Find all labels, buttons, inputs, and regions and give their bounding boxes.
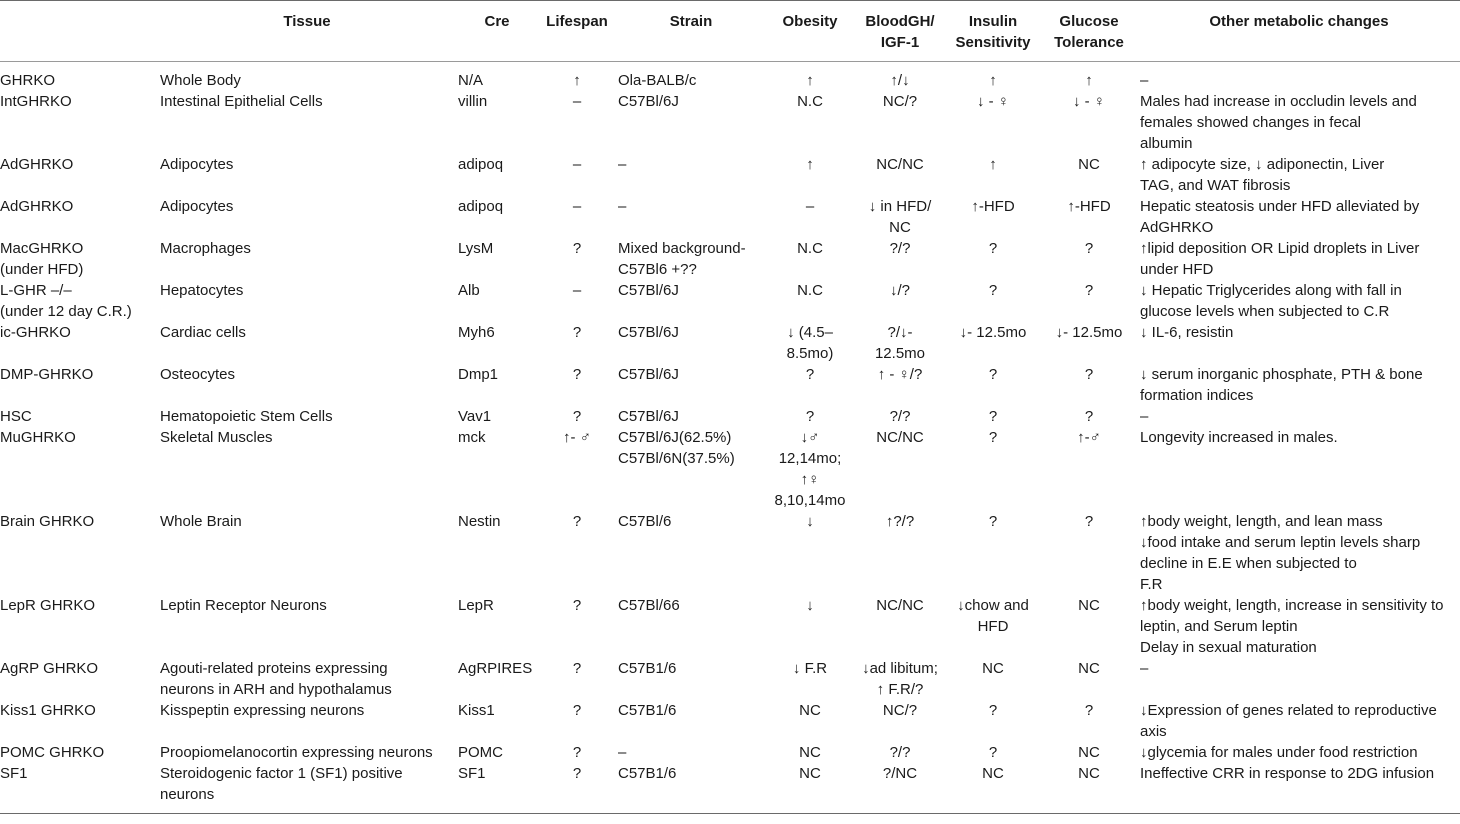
cell-tissue: Adipocytes [160,156,234,173]
cell-lifespan: ? [572,744,582,761]
cell-lifespan: ? [572,513,582,530]
header-strain: Strain [616,1,766,62]
cell-obesity: NC [799,702,821,719]
cell-insulin: ? [988,282,998,299]
cell-glucose: NC [1078,744,1100,761]
cell-cre: Vav1 [458,408,492,425]
cell-obesity: ↑ [806,156,814,173]
cell-other: – [1140,408,1149,425]
cell-cre: LysM [458,240,494,257]
cell-strain: C57Bl/6J [618,93,679,110]
cell-name: AdGHRKO [0,156,74,173]
cell-glucose: NC [1040,763,1138,814]
table-row [0,322,1460,364]
cell-cre: LepR [458,597,494,614]
cell-strain: C57Bl/66 [618,597,680,614]
cell-other: ↓ Hepatic Triglycerides along with fall in glucose levels when subjected to C.R [1140,282,1402,320]
cell-bloodgh: NC/NC [876,156,924,173]
cell-glucose: ? [1084,240,1094,257]
cell-obesity: ? [805,366,815,383]
header-glucose: Glucose Tolerance [1040,1,1138,62]
cell-tissue: Macrophages [160,240,251,257]
cell-other: Ineffective CRR in response to 2DG infusion [1138,763,1460,814]
cell-glucose: ↓- 12.5mo [1055,324,1123,341]
table-row [0,91,1460,154]
cell-name: L-GHR –/– (under 12 day C.R.) [0,282,132,320]
cell-strain: C57Bl/6J [618,282,679,299]
cell-other: ↑ adipocyte size, ↓ adiponectin, Liver TAG, and WAT fibrosis [1140,156,1385,194]
cell-other: ↑body weight, length, increase in sensitivity to leptin, and Serum leptin Delay in sexual maturation [1140,597,1444,656]
header-name [0,1,158,62]
cell-name: MacGHRKO (under HFD) [0,240,84,278]
cell-lifespan: ? [572,366,582,383]
cell-name: HSC [0,408,32,425]
header-tissue: Tissue [158,1,456,62]
cell-other: – [1140,660,1149,677]
cell-insulin: ? [988,408,998,425]
cell-other: ↓ serum inorganic phosphate, PTH & bone formation indices [1140,366,1423,404]
cell-cre: N/A [458,72,484,89]
cell-other: Hepatic steatosis under HFD alleviated by AdGHRKO [1140,198,1420,236]
cell-lifespan: ? [572,597,582,614]
cell-lifespan: – [572,198,582,215]
cell-lifespan: – [572,93,582,110]
cell-lifespan: ? [538,763,616,814]
cell-obesity: NC [799,744,821,761]
cell-glucose: ? [1084,702,1094,719]
cell-other: ↓Expression of genes related to reproductive axis [1140,702,1437,740]
cell-other: ↓ IL-6, resistin [1140,324,1234,341]
cell-name: MuGHRKO [0,429,76,446]
cell-obesity: ? [805,408,815,425]
table-row [0,406,1460,427]
cell-cre: Dmp1 [458,366,499,383]
cell-bloodgh: ?/NC [854,763,946,814]
cell-glucose: NC [1078,156,1100,173]
cell-tissue: Adipocytes [160,198,234,215]
cell-obesity: ↓ [806,513,814,530]
cell-bloodgh: ↓ad libitum; ↑ F.R/? [862,660,938,698]
table-row [0,364,1460,406]
cell-name: IntGHRKO [0,93,72,110]
cell-glucose: NC [1078,597,1100,614]
cell-other: – [1140,72,1149,89]
cell-obesity: NC [766,763,854,814]
cell-insulin: ↑ [989,72,997,89]
cell-obesity: – [805,198,815,215]
cell-insulin: NC [982,660,1004,677]
cell-bloodgh: NC/? [882,93,918,110]
cell-strain: C57B1/6 [618,660,677,677]
cell-glucose: ? [1084,408,1094,425]
header-lifespan: Lifespan [538,1,616,62]
cell-name: GHRKO [0,72,56,89]
table-row [0,700,1460,742]
cell-other: ↑body weight, length, and lean mass ↓food intake and serum leptin levels sharp decline in E.E when subjected to F.R [1140,513,1421,593]
cell-bloodgh: ?/? [889,744,911,761]
cell-tissue: Skeletal Muscles [160,429,273,446]
cell-glucose: ↑-HFD [1067,198,1111,215]
cell-bloodgh: ↑ - ♀/? [877,366,923,383]
cell-name: Kiss1 GHRKO [0,702,96,719]
cell-insulin: ? [988,240,998,257]
cell-obesity: ↓ [806,597,814,614]
cell-strain: C57Bl/6 [618,513,672,530]
cell-tissue: Cardiac cells [160,324,246,341]
cell-cre: adipoq [458,198,504,215]
cell-strain: C57Bl/6J [618,324,679,341]
cell-cre: SF1 [456,763,538,814]
cell-obesity: N.C [797,93,823,110]
table-row [0,742,1460,763]
cell-lifespan: ? [572,408,582,425]
cell-name: AdGHRKO [0,198,74,215]
cell-strain: C57B1/6 [616,763,766,814]
cell-name: SF1 [0,763,158,814]
table-row [0,280,1460,322]
cell-insulin: ↓ - ♀ [976,93,1010,110]
header-cre: Cre [456,1,538,62]
cell-name: DMP-GHRKO [0,366,94,383]
cell-insulin: ? [988,513,998,530]
cell-name: LepR GHRKO [0,597,96,614]
cell-strain: C57Bl/6J [618,408,679,425]
cell-obesity: ↓♂ 12,14mo; ↑♀ 8,10,14mo [774,429,846,509]
cell-glucose: ↑-♂ [1077,429,1101,446]
cell-cre: Alb [458,282,480,299]
cell-tissue: Agouti-related proteins expressing neurons in ARH and hypothalamus [160,660,392,698]
cell-obesity: ↓ (4.5– 8.5mo) [786,324,834,362]
cell-insulin: ↓chow and HFD [957,597,1029,635]
cell-bloodgh: ↓/? [889,282,910,299]
cell-name: POMC GHRKO [0,744,105,761]
header-obesity: Obesity [766,1,854,62]
cell-tissue: Steroidogenic factor 1 (SF1) positive neurons [158,763,456,814]
cell-cre: villin [458,93,488,110]
cell-tissue: Kisspeptin expressing neurons [160,702,365,719]
cell-insulin: NC [946,763,1040,814]
cell-tissue: Whole Body [160,72,241,89]
table-row [0,658,1460,700]
cell-lifespan: ? [572,702,582,719]
cell-glucose: ↓ - ♀ [1072,93,1106,110]
table-row [0,154,1460,196]
cell-strain: Mixed background- C57Bl6 +?? [618,240,746,278]
cell-insulin: ↑-HFD [971,198,1015,215]
cell-tissue: Proopiomelanocortin expressing neurons [160,744,433,761]
cell-bloodgh: ?/↓- 12.5mo [874,324,926,362]
header-row [0,1,1460,62]
cell-obesity: ↑ [806,72,814,89]
cell-cre: Myh6 [458,324,495,341]
cell-cre: AgRPIRES [458,660,533,677]
cell-tissue: Hepatocytes [160,282,244,299]
cell-obesity: ↓ F.R [792,660,828,677]
cell-bloodgh: ↑?/? [885,513,915,530]
cell-cre: adipoq [458,156,504,173]
cell-other: Longevity increased in males. [1140,429,1338,446]
cell-bloodgh: ?/? [889,408,911,425]
header-insulin: Insulin Sensitivity [946,1,1040,62]
header-bloodgh: BloodGH/ IGF-1 [854,1,946,62]
cell-cre: mck [458,429,486,446]
cell-tissue: Hematopoietic Stem Cells [160,408,333,425]
cell-obesity: N.C [797,240,823,257]
cell-glucose: NC [1078,660,1100,677]
cell-cre: POMC [458,744,503,761]
cell-strain: C57B1/6 [618,702,677,719]
cell-other: ↑lipid deposition OR Lipid droplets in Liver under HFD [1140,240,1420,278]
cell-tissue: Leptin Receptor Neurons [160,597,327,614]
table-row [0,196,1460,238]
cell-other: Males had increase in occludin levels and females showed changes in fecal albumin [1140,93,1417,152]
cell-cre: Kiss1 [458,702,495,719]
cell-lifespan: ? [572,324,582,341]
cell-bloodgh: ↓ in HFD/ NC [868,198,932,236]
cell-lifespan: – [572,282,582,299]
cell-glucose: ↑ [1085,72,1093,89]
cell-cre: Nestin [458,513,501,530]
cell-tissue: Osteocytes [160,366,236,383]
cell-insulin: ? [988,429,998,446]
cell-insulin: ↓- 12.5mo [959,324,1027,341]
cell-insulin: ? [988,366,998,383]
cell-bloodgh: NC/NC [876,429,924,446]
header-other: Other metabolic changes [1138,1,1460,62]
table-row [0,511,1460,595]
table-row [0,427,1460,511]
cell-other: ↓glycemia for males under food restriction [1140,744,1418,761]
cell-tissue: Whole Brain [160,513,242,530]
cell-obesity: N.C [797,282,823,299]
cell-strain: – [618,156,627,173]
cell-name: Brain GHRKO [0,513,95,530]
cell-strain: – [618,198,627,215]
cell-tissue: Intestinal Epithelial Cells [160,93,323,110]
cell-lifespan: – [572,156,582,173]
cell-strain: – [618,744,627,761]
cell-insulin: ↑ [989,156,997,173]
cell-name: ic-GHRKO [0,324,71,341]
cell-bloodgh: NC/? [882,702,918,719]
cell-bloodgh: ?/? [889,240,911,257]
cell-lifespan: ↑- ♂ [563,429,591,446]
cell-insulin: ? [988,744,998,761]
cell-glucose: ? [1084,366,1094,383]
cell-strain: C57Bl/6J(62.5%) C57Bl/6N(37.5%) [618,429,735,467]
cell-glucose: ? [1084,513,1094,530]
cell-lifespan: ? [572,240,582,257]
cell-name: AgRP GHRKO [0,660,99,677]
cell-bloodgh: NC/NC [876,597,924,614]
cell-bloodgh: ↑/↓ [890,72,910,89]
cell-strain: C57Bl/6J [618,366,679,383]
table-row [0,595,1460,658]
cell-lifespan: ↑ [573,72,581,89]
cell-lifespan: ? [572,660,582,677]
table-row [0,238,1460,280]
cell-glucose: ? [1084,282,1094,299]
cell-strain: Ola-BALB/c [618,72,697,89]
table-row [0,62,1460,92]
table-row [0,763,1460,814]
cell-insulin: ? [988,702,998,719]
